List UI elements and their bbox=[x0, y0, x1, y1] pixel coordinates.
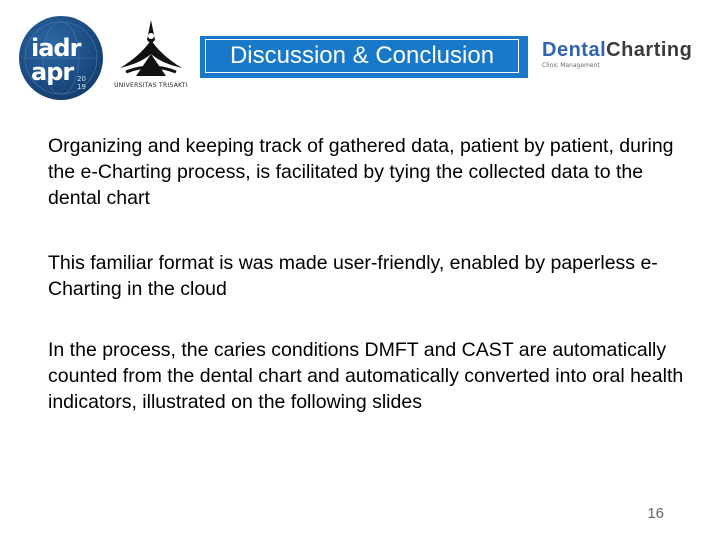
trisakti-emblem-icon bbox=[106, 14, 196, 82]
brand-tagline: Clinic Management bbox=[542, 62, 600, 69]
iadr-logo-year-bottom: 19 bbox=[77, 82, 86, 91]
brand-word-charting: Charting bbox=[606, 39, 693, 61]
trisakti-logo bbox=[106, 14, 196, 94]
paragraph-1: Organizing and keeping track of gathered data, patient by patient, during the e-Charting process, is facilitated by tying the collected data to the dental chart bbox=[48, 135, 674, 209]
paragraph-2: This familiar format is was made user-friendly, enabled by paperless e-Charting in the cloud bbox=[48, 252, 658, 300]
iadr-logo-word-bottom: apr bbox=[31, 58, 74, 86]
slide-title: Discussion & Conclusion bbox=[205, 39, 519, 73]
brand-word-dental: Dental bbox=[542, 39, 607, 61]
iadr-logo-year-top: 20 bbox=[77, 75, 86, 83]
brand-wordmark bbox=[542, 40, 712, 60]
trisakti-caption: UNIVERSITAS TRISAKTI bbox=[114, 82, 188, 89]
iadr-logo-word-top: iadr bbox=[31, 34, 81, 62]
dentalcharting-logo bbox=[542, 40, 712, 76]
iadr-logo-year bbox=[77, 76, 86, 91]
page-number: 16 bbox=[647, 505, 664, 522]
paragraph-3: In the process, the caries conditions DMFT and CAST are automatically counted from the dental chart and automatically converted into oral health indicators, illustrated on the following slides bbox=[48, 339, 684, 413]
iadr-apr-logo bbox=[19, 16, 103, 100]
